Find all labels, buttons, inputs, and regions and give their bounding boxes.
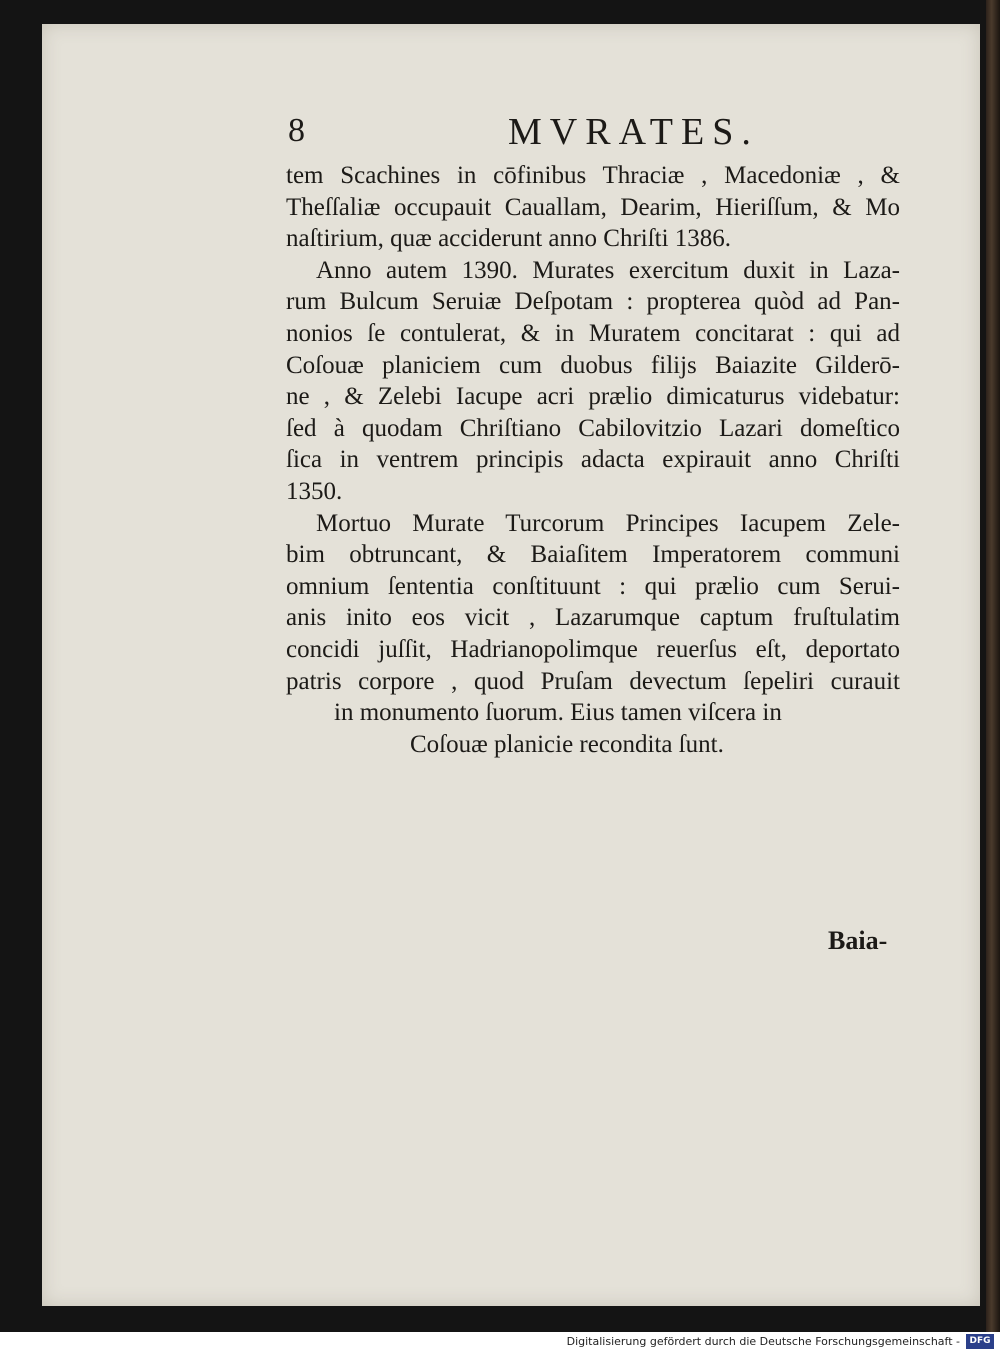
text-line: rum Bulcum Seruiæ Deſpotam : propterea quòd ad Pan- [286, 288, 900, 316]
footer-bar [0, 1332, 1000, 1352]
text-line: patris corpore , quod Pruſam devectum ſepeliri curauit [286, 667, 900, 695]
text-line: anis inito eos vicit , Lazarumque captum fruſtulatim [286, 604, 900, 632]
text-line: Coſouæ planicie recondita ſunt. [410, 730, 724, 758]
text-line: concidi juſſit, Hadrianopolimque reuerſus eſt, deportato [286, 635, 900, 663]
text-line: in monumento ſuorum. Eius tamen viſcera in [334, 699, 782, 727]
body-text [286, 160, 900, 760]
catchword: Baia- [828, 926, 888, 955]
text-line: tem Scachines in cōfinibus Thraciæ , Macedoniæ , & [286, 162, 900, 189]
running-head: MVRATES. [508, 111, 759, 153]
text-line: Theſſaliæ occupauit Cauallam, Dearim, Hieriſſum, & Mo [286, 193, 900, 221]
text-line: ſed à quodam Chriſtiano Cabilovitzio Lazari domeſtico [286, 414, 900, 442]
digitization-credit: Digitalisierung gefördert durch die Deutsche Forschungsgemeinschaft - [566, 1335, 960, 1348]
text-line: 1350. [286, 477, 343, 505]
text-line: omnium ſententia conſtituunt : qui prælio cum Serui- [286, 572, 900, 600]
text-line: ne , & Zelebi Iacupe acri prælio dimicaturus videbatur: [286, 383, 900, 411]
text-line: Anno autem 1390. Murates exercitum duxit in Laza- [316, 256, 900, 284]
text-line: Coſouæ planiciem cum duobus filijs Baiazite Gilderō- [286, 351, 900, 379]
text-line: ſica in ventrem principis adacta expirauit anno Chriſti [286, 446, 900, 474]
text-line: nonios ſe contulerat, & in Muratem concitarat : qui ad [286, 319, 900, 347]
text-line: naſtirium, quæ acciderunt anno Chriſti 1386. [286, 225, 732, 253]
page-number: 8 [288, 112, 305, 149]
book-binding-edge [986, 0, 1000, 1332]
dfg-logo[interactable]: DFG [966, 1334, 994, 1349]
text-line: Mortuo Murate Turcorum Principes Iacupem Zele- [316, 509, 900, 537]
text-line: bim obtruncant, & Baiaſitem Imperatorem communi [286, 541, 900, 569]
